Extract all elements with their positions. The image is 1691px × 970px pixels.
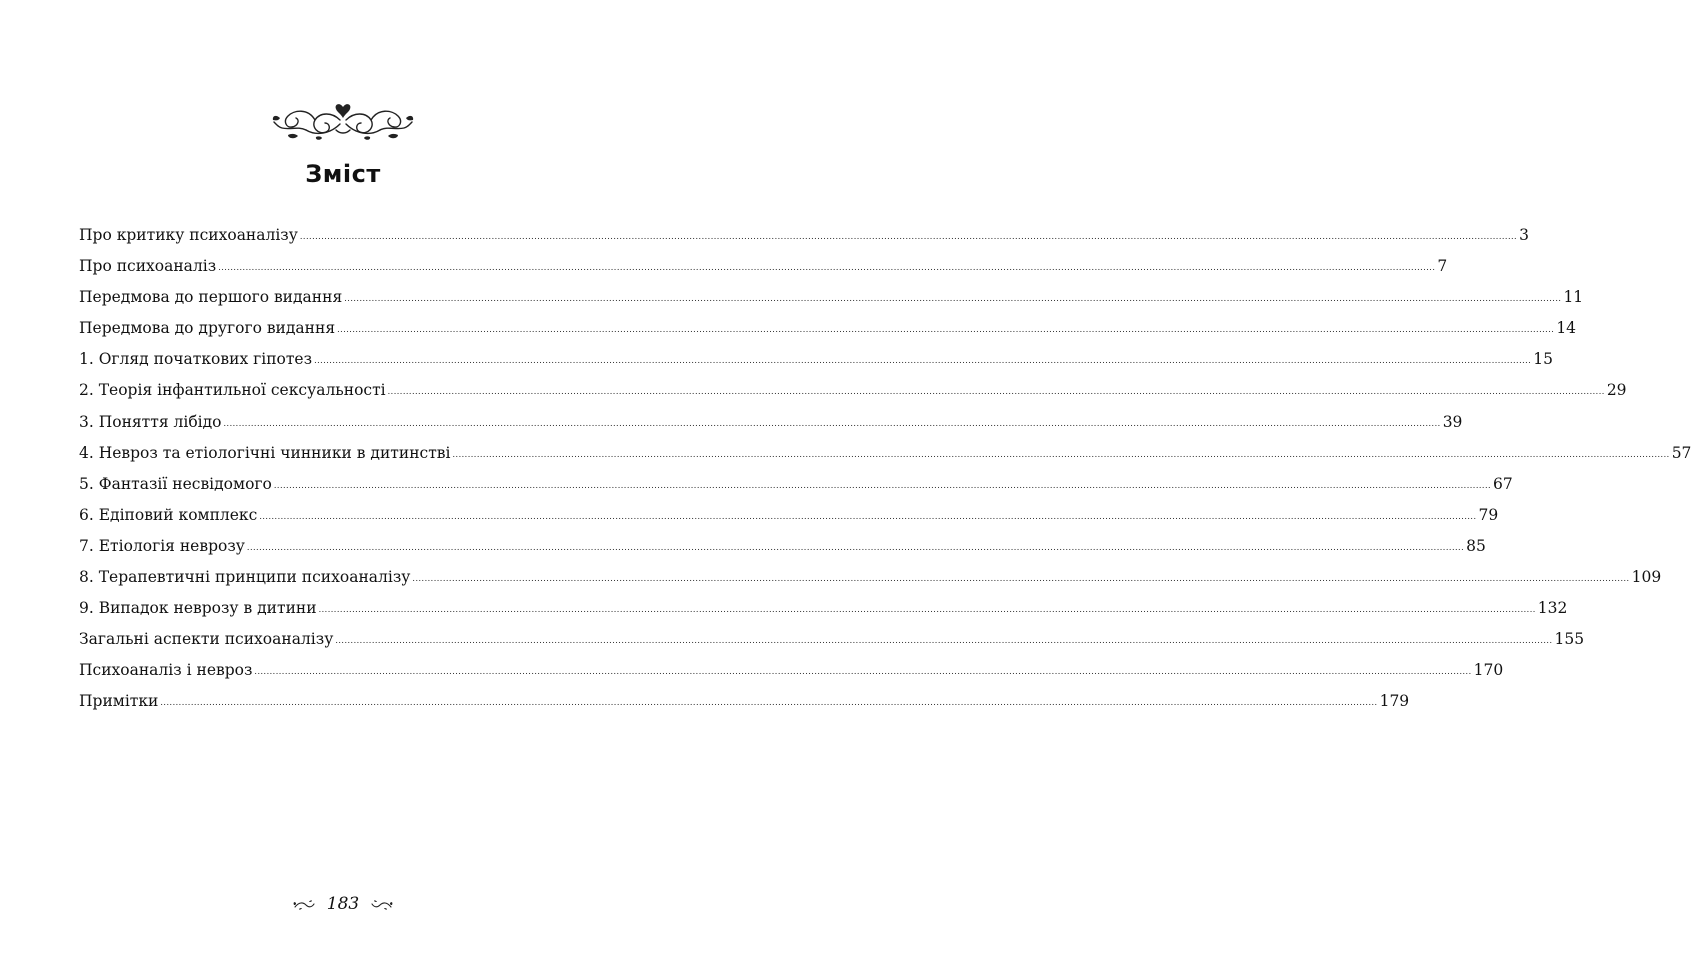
toc-entry-page: 29 xyxy=(1606,381,1627,400)
toc-entry[interactable] xyxy=(79,655,1504,686)
toc-entry[interactable] xyxy=(79,686,1410,717)
toc-leader-dots: ................................................................................................................................................................................................................................................................................................................................................................................................................ xyxy=(452,449,1670,459)
toc-entry[interactable] xyxy=(79,407,1463,438)
toc-entry[interactable] xyxy=(79,593,1568,624)
toc-entry-page: 85 xyxy=(1466,536,1486,555)
toc-entry-label: 4. Невроз та етіологічні чинники в дитинстві xyxy=(79,443,451,462)
toc-entry[interactable] xyxy=(79,500,1499,531)
toc-entry-label: 2. Теорія інфантильної сексуальності xyxy=(79,381,386,400)
toc-entry-label: 5. Фантазії несвідомого xyxy=(79,474,272,493)
toc-entry-label: Про психоаналіз xyxy=(79,257,217,276)
toc-entry-label: Психоаналіз і невроз xyxy=(79,661,253,680)
toc-leader-dots: ................................................................................................................................................................................................................................................................................................................................................................................................................ xyxy=(337,325,1555,335)
floral-flourish-icon xyxy=(371,899,393,911)
toc-entry[interactable] xyxy=(79,562,1662,593)
toc-entry-page: 170 xyxy=(1473,661,1504,680)
page-title: Зміст xyxy=(305,160,381,188)
toc-entry-label: 1. Огляд початкових гіпотез xyxy=(79,350,313,369)
toc-leader-dots: ................................................................................................................................................................................................................................................................................................................................................................................................................ xyxy=(254,667,1472,677)
table-of-contents xyxy=(79,220,1691,718)
toc-leader-dots: ................................................................................................................................................................................................................................................................................................................................................................................................................ xyxy=(246,542,1465,552)
toc-entry[interactable] xyxy=(79,313,1577,344)
toc-entry-label: Загальні аспекти психоаналізу xyxy=(79,630,334,649)
page-footer xyxy=(0,894,686,914)
toc-leader-dots: ................................................................................................................................................................................................................................................................................................................................................................................................................ xyxy=(160,698,1378,708)
toc-leader-dots: ................................................................................................................................................................................................................................................................................................................................................................................................................ xyxy=(314,356,1532,366)
toc-entry-page: 79 xyxy=(1478,505,1499,524)
toc-entry-label: 3. Поняття лібідо xyxy=(79,412,222,431)
toc-entry-page: 57 xyxy=(1671,443,1691,462)
toc-entry-page: 15 xyxy=(1533,350,1553,369)
toc-entry[interactable] xyxy=(79,375,1627,406)
toc-entry-page: 179 xyxy=(1379,692,1410,711)
toc-entry-label: 7. Етіологія неврозу xyxy=(79,536,245,555)
toc-entry[interactable] xyxy=(79,282,1584,313)
toc-entry-page: 109 xyxy=(1631,568,1662,587)
toc-entry-page: 67 xyxy=(1493,474,1513,493)
toc-entry-page: 155 xyxy=(1554,630,1585,649)
toc-entry-label: Передмова до першого видання xyxy=(79,288,343,307)
page-number: 183 xyxy=(326,894,360,914)
toc-entry-label: Примітки xyxy=(79,692,159,711)
toc-leader-dots: ................................................................................................................................................................................................................................................................................................................................................................................................................ xyxy=(344,294,1562,304)
toc-entry-page: 132 xyxy=(1537,599,1568,618)
toc-entry-page: 7 xyxy=(1437,257,1448,276)
toc-leader-dots: ................................................................................................................................................................................................................................................................................................................................................................................................................ xyxy=(412,574,1630,584)
toc-entry-label: Передмова до другого видання xyxy=(79,319,336,338)
toc-entry[interactable] xyxy=(79,251,1448,282)
toc-entry-page: 11 xyxy=(1563,288,1584,307)
floral-flourish-icon xyxy=(293,899,315,911)
toc-entry[interactable] xyxy=(79,438,1691,469)
toc-entry-page: 3 xyxy=(1519,226,1529,244)
toc-leader-dots: ................................................................................................................................................................................................................................................................................................................................................................................................................ xyxy=(335,636,1553,646)
toc-leader-dots: ................................................................................................................................................................................................................................................................................................................................................................................................................ xyxy=(218,263,1436,273)
toc-entry-label: 8. Терапевтичні принципи психоаналізу xyxy=(79,568,411,587)
toc-entry-label: 6. Едіповий комплекс xyxy=(79,505,258,524)
toc-leader-dots: ................................................................................................................................................................................................................................................................................................................................................................................................................ xyxy=(273,480,1492,490)
floral-ornament-icon xyxy=(270,100,416,142)
toc-entry-label: Про критику психоаналізу xyxy=(79,226,298,244)
toc-leader-dots: ................................................................................................................................................................................................................................................................................................................................................................................................................ xyxy=(299,232,1518,241)
toc-leader-dots: ................................................................................................................................................................................................................................................................................................................................................................................................................ xyxy=(387,387,1605,397)
toc-entry[interactable] xyxy=(79,469,1513,500)
toc-leader-dots: ................................................................................................................................................................................................................................................................................................................................................................................................................ xyxy=(259,511,1477,521)
toc-entry[interactable] xyxy=(79,624,1585,655)
toc-leader-dots: ................................................................................................................................................................................................................................................................................................................................................................................................................ xyxy=(318,605,1536,615)
toc-entry[interactable] xyxy=(79,531,1486,562)
toc-entry[interactable] xyxy=(79,220,1529,251)
toc-entry-page: 14 xyxy=(1556,319,1577,338)
toc-entry[interactable] xyxy=(79,344,1553,375)
toc-leader-dots: ................................................................................................................................................................................................................................................................................................................................................................................................................ xyxy=(223,418,1441,428)
toc-entry-label: 9. Випадок неврозу в дитини xyxy=(79,599,317,618)
toc-entry-page: 39 xyxy=(1442,412,1463,431)
